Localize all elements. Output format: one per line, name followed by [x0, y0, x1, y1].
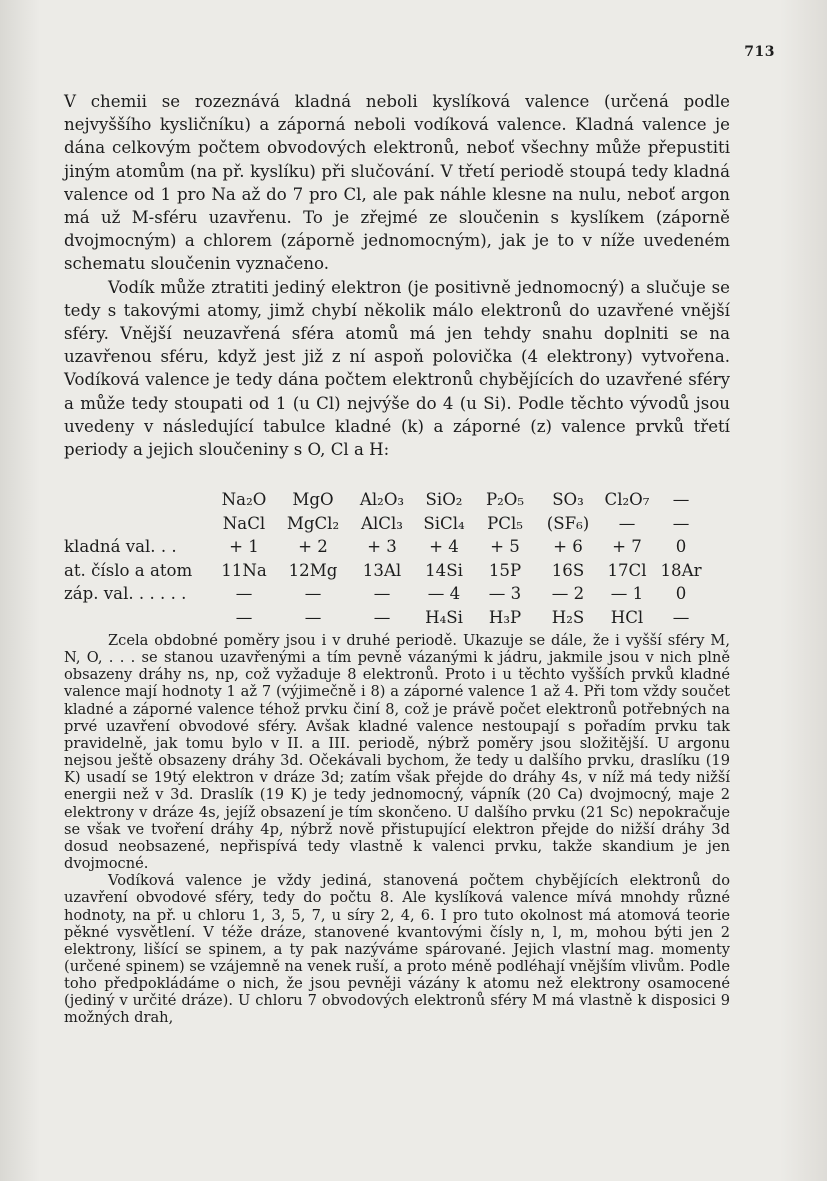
- table-cell: —: [618, 513, 636, 533]
- table-cell: PCl₅: [487, 513, 523, 533]
- table-cell: —: [373, 584, 391, 603]
- table-cell: 14Si: [425, 560, 463, 580]
- table-cell: + 1: [229, 537, 259, 556]
- table-cell: 17Cl: [607, 560, 647, 580]
- table-cell: H₂S: [551, 607, 585, 627]
- table-cell: + 3: [367, 537, 397, 556]
- table-cell: HCl: [610, 607, 644, 627]
- table-cell: 13Al: [362, 560, 402, 580]
- table-cell: —: [672, 607, 690, 627]
- paragraph-hydrogen-oxygen-valence: Vodíková valence je vždy jediná, stanovená počtem chybějících elektronů do uzavření obvodové sféry, tedy do počtu 8. Ale kyslíková valence mívá mnohdy různé hodnoty, na př. u chloru 1, 3, 5, 7, u síry 2, 4, 6. I pro tuto okolnost má atomová teorie pěkné vysvětlení. V téže dráze, stanovené kvantovými čísly n, l, m, mohou býti jen 2 elektrony, lišící se spinem, a ty pak nazýváme spárované. Jejich vlastní mag. momenty (určené spinem) se vzájemně na venek ruší, a proto méně podléhají vnějším vlivům. Podle toho předpokládáme o nich, že jsou pevněji vázány k atomu než elektrony osamocené (jediný v určité dráze). U chloru 7 obvodových elektronů sféry M má vlastně k disposici 9 možných drah,: [64, 872, 730, 1027]
- table-cell: —: [373, 607, 391, 627]
- table-cell: —: [304, 584, 322, 603]
- table-cell: —: [235, 607, 253, 627]
- empty-label: [64, 512, 210, 536]
- table-cell: 15P: [488, 560, 522, 580]
- oxides-row: [64, 488, 706, 512]
- paragraph-positive-negative-valence: V chemii se rozeznává kladná neboli kyslíková valence (určená podle nejvyššího kysličníku) a záporná neboli vodíková valence. Kladná valence je dána celkovým počtem obvodových elektronů, neboť všechny může přepustiti jiným atomům (na př. kyslíku) při slučování. V třetí periodě stoupá tedy kladná valence od 1 pro Na až do 7 pro Cl, ale pak náhle klesne na nulu, neboť argon má už M-sféru uzavřenu. To je zřejmé ze sloučenin s kyslíkem (záporně dvojmocným) a chlorem (záporně jednomocným), jak je to v níže uvedeném schematu sloučenin vyznačeno.: [64, 92, 730, 274]
- table-cell: SiCl₄: [423, 513, 465, 533]
- table-cell: + 6: [553, 537, 583, 556]
- table-cell: 12Mg: [288, 560, 338, 580]
- table-cell: + 4: [429, 537, 459, 556]
- hydrides-row: [64, 606, 706, 630]
- row-label: záp. val. . . . . .: [64, 584, 187, 603]
- small-print-text: [64, 632, 730, 1027]
- table-cell: AlCl₃: [361, 513, 403, 533]
- table-cell: P₂O₅: [485, 490, 525, 509]
- table-cell: 11Na: [221, 560, 267, 580]
- table-cell: + 2: [298, 537, 328, 556]
- table-cell: Cl₂O₇: [604, 490, 650, 509]
- table-cell: — 1: [610, 584, 644, 603]
- table-cell: (SF₆): [546, 513, 590, 533]
- row-label: kladná val. . .: [64, 537, 177, 556]
- table-cell: —: [235, 584, 253, 603]
- table-cell: + 7: [612, 537, 642, 556]
- table-cell: —: [304, 607, 322, 627]
- table-cell: —: [672, 490, 690, 509]
- table-cell: H₃P: [488, 607, 522, 627]
- intro-text: [64, 90, 730, 461]
- table-cell: MgO: [292, 490, 334, 509]
- empty-label: [64, 606, 210, 630]
- table-cell: 18Ar: [660, 560, 702, 580]
- table-cell: — 4: [427, 584, 461, 603]
- row-label: at. číslo a atom: [64, 560, 193, 580]
- table-cell: 16S: [551, 560, 585, 580]
- atoms-row: [64, 559, 706, 583]
- table-cell: MgCl₂: [286, 513, 340, 533]
- table-cell: — 2: [551, 584, 585, 603]
- table-cell: + 5: [490, 537, 520, 556]
- valence-table: [64, 488, 706, 629]
- table-cell: NaCl: [222, 513, 266, 533]
- positive-valence-row: [64, 535, 706, 559]
- table-cell: 0: [675, 584, 687, 603]
- table-cell: Al₂O₃: [359, 490, 405, 509]
- page-number: 713: [744, 44, 775, 60]
- chlorides-row: [64, 512, 706, 536]
- table-cell: SO₃: [552, 490, 584, 509]
- negative-valence-row: [64, 582, 706, 606]
- table-cell: SiO₂: [425, 490, 463, 509]
- paragraph-higher-spheres: Zcela obdobné poměry jsou i v druhé periodě. Ukazuje se dále, že i vyšší sféry M, N, O, . . . se stanou uzavřenými a tím pevně vázanými k jádru, jakmile jsou v nich plně obsazeny dráhy ns, np, což vyžaduje 8 elektronů. Proto i u těchto vyšších prvků kladné valence mají hodnoty 1 až 7 (výjimečně i 8) a záporné valence 1 až 4. Při tom vždy součet kladné a záporné valence téhož prvku činí 8, což je právě počet elektronů potřebných na prvé uzavření obvodové sféry. Avšak kladné valence nestoupají s pořadím prvku tak pravidelně, jak tomu bylo v II. a III. periodě, nýbrž poměry jsou složitější. U argonu nejsou ještě obsazeny dráhy 3d. Očekávali bychom, že tedy u dalšího prvku, draslíku (19 K) usadí se 19tý elektron v dráze 3d; zatím však přejde do dráhy 4s, v níž má tedy nižší energii než v 3d. Draslík (19 K) je tedy jednomocný, vápník (20 Ca) dvojmocný, maje 2 elektrony v dráze 4s, jejíž obsazení je tím skončeno. U dalšího prvku (21 Sc) nepokračuje se však ve tvoření dráhy 4p, nýbrž nově přistupující elektron přejde do nižší dráhy 3d dosud neobsazené, nepřispívá tedy vlastně k valenci prvku, takže skandium je jen dvojmocné.: [64, 632, 730, 873]
- paragraph-hydrogen-valence: Vodík může ztratiti jediný elektron (je positivně jednomocný) a slučuje se tedy s takovými atomy, jimž chybí několik málo elektronů do uzavřené vnější sféry. Vnější neuzavřená sféra atomů má jen tehdy snahu doplniti se na uzavřenou sféru, když jest již z ní aspoň polovička (4 elektrony) vytvořena. Vodíková valence je tedy dána počtem elektronů chybějících do uzavřené sféry a může tedy stoupati od 1 (u Cl) nejvýše do 4 (u Si). Podle těchto vývodů jsou uvedeny v následující tabulce kladné (k) a záporné (z) valence prvků třetí periody a jejich sloučeniny s O, Cl a H:: [64, 277, 730, 460]
- table-cell: Na₂O: [221, 490, 267, 509]
- table-cell: H₄Si: [425, 607, 463, 627]
- table-cell: —: [672, 513, 690, 533]
- empty-label: [64, 488, 210, 512]
- table-cell: 0: [675, 537, 687, 556]
- table-cell: — 3: [488, 584, 522, 603]
